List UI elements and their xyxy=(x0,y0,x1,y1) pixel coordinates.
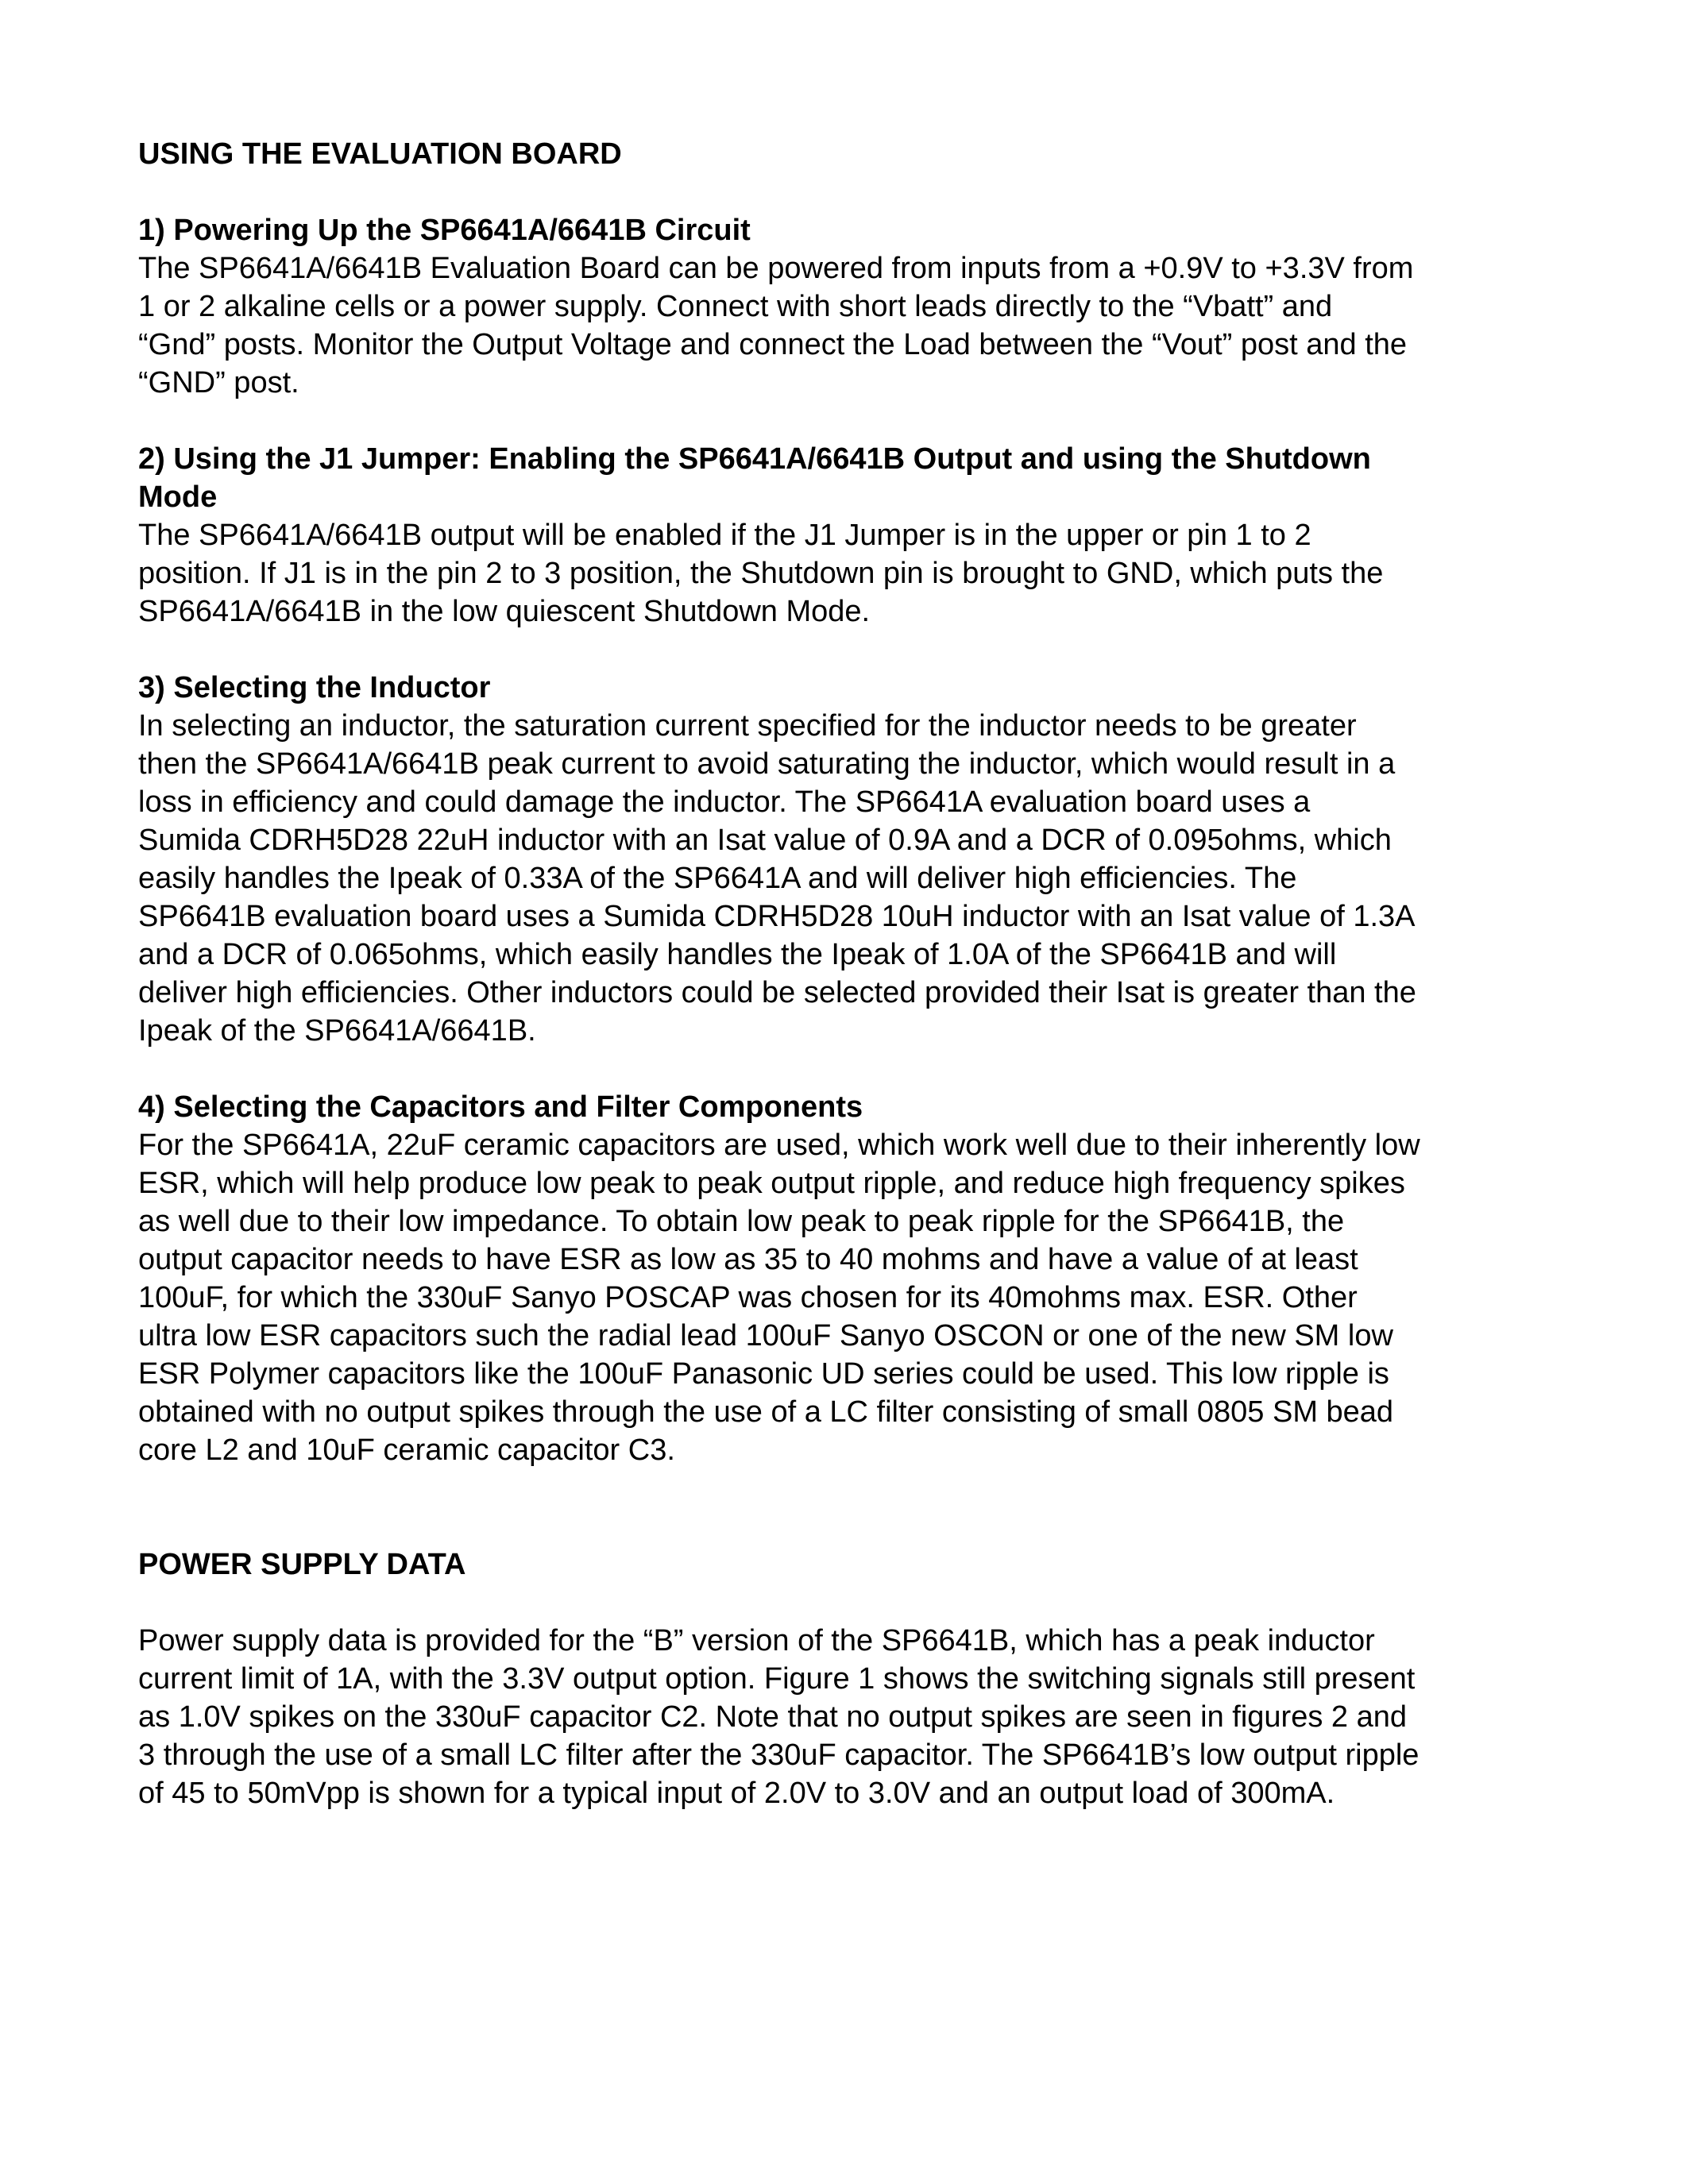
document-page xyxy=(138,135,1568,1812)
paragraph-line: loss in efficiency and could damage the inductor. The SP6641A evaluation board uses a xyxy=(138,785,1311,819)
paragraph-line: position. If J1 is in the pin 2 to 3 position, the Shutdown pin is brought to GND, which puts the xyxy=(138,557,1384,590)
paragraph-line: output capacitor needs to have ESR as low as 35 to 40 mohms and have a value of at least xyxy=(138,1243,1358,1276)
spacer xyxy=(138,1050,1568,1088)
paragraph-line: The SP6641A/6641B Evaluation Board can be powered from inputs from a +0.9V to +3.3V from xyxy=(138,252,1414,285)
spacer xyxy=(138,402,1568,440)
paragraph-line: The SP6641A/6641B output will be enabled if the J1 Jumper is in the upper or pin 1 to 2 xyxy=(138,519,1311,552)
paragraph-line: In selecting an inductor, the saturation current specified for the inductor needs to be greater xyxy=(138,709,1357,743)
subsection-heading-selecting-capacitors: 4) Selecting the Capacitors and Filter Components xyxy=(138,1090,863,1124)
subsection-heading-selecting-inductor: 3) Selecting the Inductor xyxy=(138,671,491,704)
paragraph-line: then the SP6641A/6641B peak current to avoid saturating the inductor, which would result in a xyxy=(138,747,1396,781)
paragraph-line: deliver high efficiencies. Other inductors could be selected provided their Isat is greater than the xyxy=(138,976,1416,1009)
paragraph-line: ESR Polymer capacitors like the 100uF Panasonic UD series could be used. This low ripple is xyxy=(138,1357,1389,1391)
paragraph-line: SP6641B evaluation board uses a Sumida CDRH5D28 10uH inductor with an Isat value of 1.3A xyxy=(138,900,1416,933)
spacer xyxy=(138,1469,1568,1545)
paragraph-line: ultra low ESR capacitors such the radial lead 100uF Sanyo OSCON or one of the new SM low xyxy=(138,1319,1393,1352)
paragraph-line: and a DCR of 0.065ohms, which easily handles the Ipeak of 1.0A of the SP6641B and will xyxy=(138,938,1337,971)
paragraph-line: “GND” post. xyxy=(138,366,299,399)
subsection-heading-powering-up: 1) Powering Up the SP6641A/6641B Circuit xyxy=(138,214,751,247)
paragraph-line: Sumida CDRH5D28 22uH inductor with an Isat value of 0.9A and a DCR of 0.095ohms, which xyxy=(138,824,1392,857)
subsection-heading-j1-jumper: 2) Using the J1 Jumper: Enabling the SP6641A/6641B Output and using the Shutdown xyxy=(138,442,1371,476)
paragraph-line: as 1.0V spikes on the 330uF capacitor C2. Note that no output spikes are seen in figures 2 and xyxy=(138,1700,1407,1734)
paragraph-line: “Gnd” posts. Monitor the Output Voltage and connect the Load between the “Vout” post and the xyxy=(138,328,1408,361)
paragraph-line: as well due to their low impedance. To obtain low peak to peak ripple for the SP6641B, the xyxy=(138,1205,1345,1238)
spacer xyxy=(138,1584,1568,1622)
spacer xyxy=(138,631,1568,669)
paragraph-line: of 45 to 50mVpp is shown for a typical input of 2.0V to 3.0V and an output load of 300mA. xyxy=(138,1777,1335,1810)
spacer xyxy=(138,173,1568,211)
paragraph-line: SP6641A/6641B in the low quiescent Shutdown Mode. xyxy=(138,595,871,628)
section-title-power-supply-data: POWER SUPPLY DATA xyxy=(138,1548,466,1581)
paragraph-line: easily handles the Ipeak of 0.33A of the SP6641A and will deliver high efficiencies. The xyxy=(138,862,1297,895)
paragraph-line: current limit of 1A, with the 3.3V output option. Figure 1 shows the switching signals still present xyxy=(138,1662,1416,1696)
paragraph-line: 1 or 2 alkaline cells or a power supply. Connect with short leads directly to the “Vbatt” and xyxy=(138,290,1333,323)
paragraph-line: core L2 and 10uF ceramic capacitor C3. xyxy=(138,1433,675,1467)
paragraph-line: For the SP6641A, 22uF ceramic capacitors are used, which work well due to their inherently low xyxy=(138,1129,1420,1162)
paragraph-line: ESR, which will help produce low peak to peak output ripple, and reduce high frequency spikes xyxy=(138,1167,1405,1200)
section-title-using-evaluation-board: USING THE EVALUATION BOARD xyxy=(138,137,622,171)
paragraph-line: Power supply data is provided for the “B” version of the SP6641B, which has a peak inductor xyxy=(138,1624,1375,1657)
paragraph-line: 3 through the use of a small LC filter after the 330uF capacitor. The SP6641B’s low output ripple xyxy=(138,1738,1420,1772)
paragraph-line: Ipeak of the SP6641A/6641B. xyxy=(138,1014,536,1048)
paragraph-line: obtained with no output spikes through the use of a LC filter consisting of small 0805 SM bead xyxy=(138,1395,1394,1429)
subsection-heading-j1-jumper-cont: Mode xyxy=(138,480,218,514)
paragraph-line: 100uF, for which the 330uF Sanyo POSCAP was chosen for its 40mohms max. ESR. Other xyxy=(138,1281,1358,1314)
